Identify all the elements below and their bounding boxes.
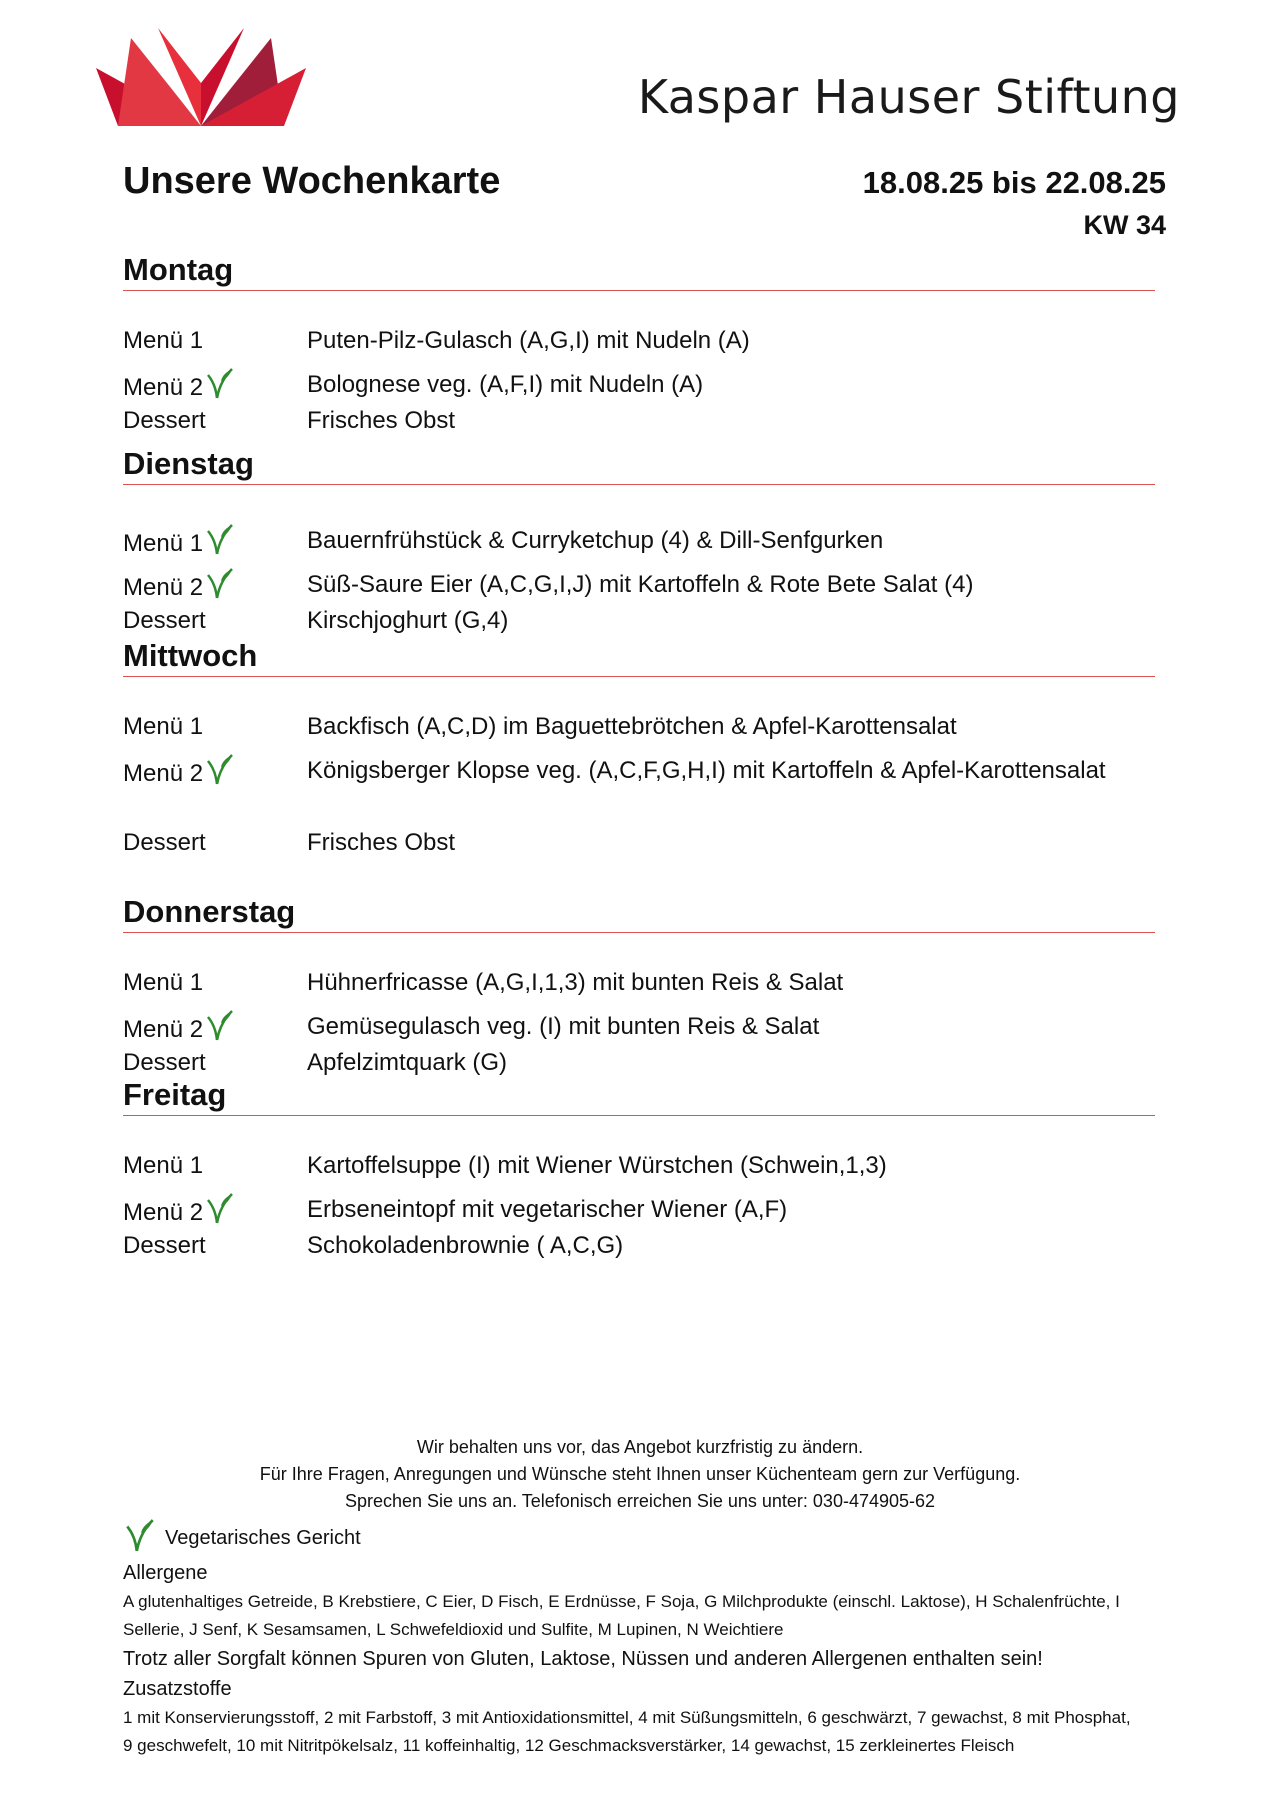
menu-label: Menü 1	[123, 1152, 204, 1179]
dish-name: Puten-Pilz-Gulasch (A,G,I) mit Nudeln (A)	[307, 327, 750, 354]
menu-label: Menü 1	[123, 327, 204, 354]
leaf-sprout-icon	[207, 753, 233, 785]
menu-label-wrap	[123, 523, 233, 562]
dish-name: Hühnerfricasse (A,G,I,1,3) mit bunten Reis & Salat	[307, 969, 844, 996]
dish-name: Königsberger Klopse veg. (A,C,F,G,H,I) mit Kartoffeln & Apfel-Karottensalat	[307, 757, 1106, 784]
menu-label: Menü 2	[123, 1016, 204, 1043]
disclaimer-line: Sprechen Sie uns an. Telefonisch erreichen Sie uns unter: 030-474905-62	[344, 1491, 936, 1511]
additives-title: Zusatzstoffe	[123, 1678, 232, 1700]
menu-row	[123, 1228, 1155, 1264]
page-title: Unsere Wochenkarte	[123, 160, 501, 202]
menu-label-wrap	[123, 1192, 233, 1231]
dish-name: Bolognese veg. (A,F,I) mit Nudeln (A)	[307, 371, 704, 398]
disclaimer	[0, 1434, 1280, 1515]
menu-label: Dessert	[123, 829, 206, 856]
menu-label: Dessert	[123, 1049, 206, 1076]
menu-label: Menü 2	[123, 760, 204, 787]
calendar-week: KW 34	[1083, 210, 1166, 240]
menu-label-wrap	[123, 1009, 233, 1048]
dish-name: Gemüsegulasch veg. (I) mit bunten Reis & Salat	[307, 1013, 820, 1040]
day-heading: Mittwoch	[123, 638, 258, 673]
menu-row	[123, 1192, 1155, 1228]
menu-label-wrap	[123, 567, 233, 606]
traces-warning: Trotz aller Sorgfalt können Spuren von Gluten, Laktose, Nüssen und anderen Allergenen enthalten sein!	[123, 1648, 1043, 1670]
menu-row	[123, 367, 1155, 403]
menu-row	[123, 825, 1155, 861]
menu-label: Menü 1	[123, 713, 204, 740]
menu-row	[123, 1009, 1155, 1045]
menu-row	[123, 965, 1155, 1001]
allergens-text: A glutenhaltiges Getreide, B Krebstiere, C Eier, D Fisch, E Erdnüsse, F Soja, G Milchprodukte (einschl. Laktose), H Schalenfrüchte, I	[123, 1592, 1120, 1611]
menu-label-wrap	[123, 753, 233, 792]
menu-label: Dessert	[123, 407, 206, 434]
additives-text: 1 mit Konservierungsstoff, 2 mit Farbstoff, 3 mit Antioxidationsmittel, 4 mit Süßungsmitteln, 6 geschwärzt, 7 gewachst, 8 mit Phosphat,	[123, 1708, 1131, 1727]
dish-name: Backfisch (A,C,D) im Baguettebrötchen & Apfel-Karottensalat	[307, 713, 957, 740]
menu-row	[123, 403, 1155, 439]
day-section-donnerstag	[123, 892, 1155, 1081]
dish-name: Frisches Obst	[307, 829, 456, 856]
dish-name: Erbseneintopf mit vegetarischer Wiener (A,F)	[307, 1196, 788, 1223]
menu-label: Dessert	[123, 607, 206, 634]
menu-label: Menü 1	[123, 530, 204, 557]
menu-label: Menü 2	[123, 1199, 204, 1226]
day-heading: Montag	[123, 252, 234, 287]
organization-name: Kaspar Hauser Stiftung	[637, 70, 1180, 124]
menu-label: Menü 1	[123, 969, 204, 996]
menu-label-wrap	[123, 367, 233, 406]
menu-row	[123, 567, 1155, 603]
leaf-sprout-icon	[207, 523, 233, 555]
day-section-dienstag	[123, 444, 1155, 639]
dish-name: Kartoffelsuppe (I) mit Wiener Würstchen (Schwein,1,3)	[307, 1152, 887, 1179]
dish-name: Frisches Obst	[307, 407, 456, 434]
dish-name: Apfelzimtquark (G)	[307, 1049, 508, 1076]
menu-label: Menü 2	[123, 374, 204, 401]
disclaimer-line: Wir behalten uns vor, das Angebot kurzfristig zu ändern.	[416, 1437, 864, 1457]
dish-name: Schokoladenbrownie ( A,C,G)	[307, 1232, 624, 1259]
allergens-text: Sellerie, J Senf, K Sesamsamen, L Schwefeldioxid und Sulfite, M Lupinen, N Weichtiere	[123, 1620, 784, 1639]
dish-name: Bauernfrühstück & Curryketchup (4) & Dill-Senfgurken	[307, 527, 884, 554]
menu-row	[123, 323, 1155, 359]
day-section-freitag	[123, 1075, 1155, 1264]
leaf-sprout-icon	[207, 367, 233, 399]
disclaimer-line: Für Ihre Fragen, Anregungen und Wünsche steht Ihnen unser Küchenteam gern zur Verfügung.	[259, 1464, 1021, 1484]
dish-name: Süß-Saure Eier (A,C,G,I,J) mit Kartoffeln & Rote Bete Salat (4)	[307, 571, 974, 598]
day-section-montag	[123, 250, 1155, 439]
menu-row	[123, 1148, 1155, 1184]
additives-text: 9 geschwefelt, 10 mit Nitritpökelsalz, 11 koffeinhaltig, 12 Geschmacksverstärker, 14 gewachst, 15 zerkleinertes Fleisch	[123, 1736, 1015, 1755]
menu-label: Dessert	[123, 1232, 206, 1259]
menu-row	[123, 603, 1155, 639]
leaf-sprout-icon	[125, 1518, 155, 1552]
allergen-info	[123, 1558, 1203, 1760]
date-range: 18.08.25 bis 22.08.25	[862, 165, 1166, 200]
day-section-mittwoch	[123, 636, 1155, 861]
menu-row	[123, 753, 1155, 789]
leaf-sprout-icon	[207, 567, 233, 599]
menu-row	[123, 709, 1155, 745]
veg-legend-label: Vegetarisches Gericht	[165, 1527, 361, 1549]
leaf-sprout-icon	[207, 1192, 233, 1224]
leaf-sprout-icon	[207, 1009, 233, 1041]
lotus-logo-icon	[96, 28, 306, 128]
menu-row	[123, 523, 1155, 559]
day-heading: Dienstag	[123, 446, 254, 481]
day-heading: Donnerstag	[123, 894, 296, 929]
day-heading: Freitag	[123, 1077, 227, 1112]
dish-name: Kirschjoghurt (G,4)	[307, 607, 509, 634]
veg-legend	[125, 1518, 361, 1552]
allergens-title: Allergene	[123, 1562, 208, 1584]
menu-label: Menü 2	[123, 574, 204, 601]
